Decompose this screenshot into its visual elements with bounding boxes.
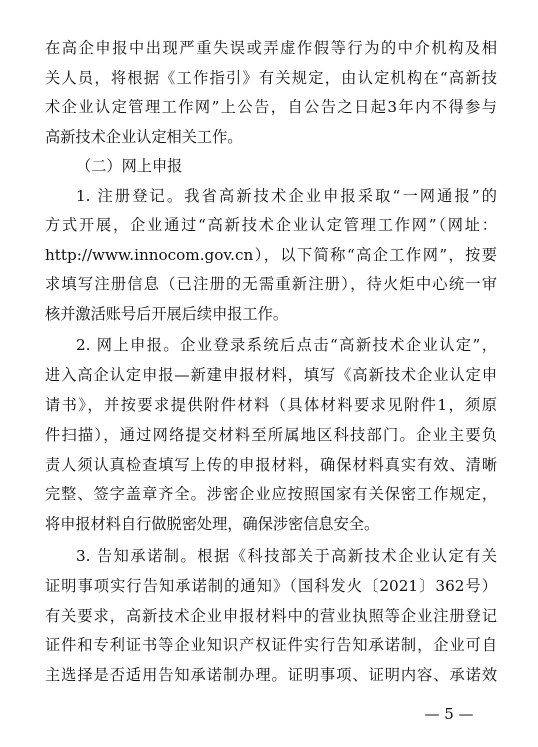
- paragraph-line-15: 责人须认真检查填写上传的申报材料，确保材料真实有效、清晰: [45, 456, 497, 474]
- paragraph-line-17: 将申报材料自行做脱密处理，确保涉密信息安全。: [45, 515, 380, 533]
- section-heading-online-application: （二）网上申报: [76, 157, 183, 175]
- paragraph-line-10: 核并激活账号后开展后续申报工作。: [45, 305, 288, 323]
- paragraph-line-3: 术企业认定管理工作网”上公告，自公告之日起3年内不得参与: [45, 98, 497, 116]
- paragraph-line-22: 主选择是否适用告知承诺制办理。证明事项、证明内容、承诺效: [45, 666, 497, 684]
- paragraph-line-19: 证明事项实行告知承诺制的通知》（国科发火〔2021〕362号）: [45, 577, 497, 595]
- paragraph-line-16: 完整、签字盖章齐全。涉密企业应按照国家有关保密工作规定，: [45, 485, 497, 503]
- paragraph-line-11: 2. 网上申报。企业登录系统后点击“高新技术企业认定”，: [76, 336, 497, 354]
- paragraph-line-14: 件扫描），通过网络提交材料至所属地区科技部门。企业主要负: [45, 426, 497, 444]
- paragraph-line-21: 证件和专利证书等企业知识产权证件实行告知承诺制，企业可自: [45, 636, 497, 654]
- paragraph-line-13: 请书》，并按要求提供附件材料（具体材料要求见附件1，须原: [45, 396, 497, 414]
- paragraph-line-9: 求填写注册信息（已注册的无需重新注册），待火炬中心统一审: [45, 275, 497, 293]
- paragraph-line-7: 方式开展，企业通过“高新技术企业认定管理工作网”（网址：: [45, 216, 497, 234]
- paragraph-line-1: 在高企申报中出现严重失误或弄虚作假等行为的中介机构及相: [45, 39, 497, 57]
- paragraph-line-12: 进入高企认定申报—新建申报材料，填写《高新技术企业认定申: [45, 366, 497, 384]
- paragraph-line-18: 3. 告知承诺制。根据《科技部关于高新技术企业认定有关: [76, 547, 497, 565]
- paragraph-line-2: 关人员，将根据《工作指引》有关规定，由认定机构在“高新技: [45, 69, 497, 87]
- page-number: — 5 —: [424, 705, 474, 723]
- paragraph-line-8-url: http://www.innocom.gov.cn），以下简称“高企工作网”，按要: [45, 246, 497, 264]
- paragraph-line-4: 高新技术企业认定相关工作。: [45, 128, 243, 146]
- paragraph-line-6: 1. 注册登记。我省高新技术企业申报采取“一网通报”的: [76, 187, 497, 205]
- paragraph-line-20: 有关要求，高新技术企业申报材料中的营业执照等企业注册登记: [45, 607, 497, 625]
